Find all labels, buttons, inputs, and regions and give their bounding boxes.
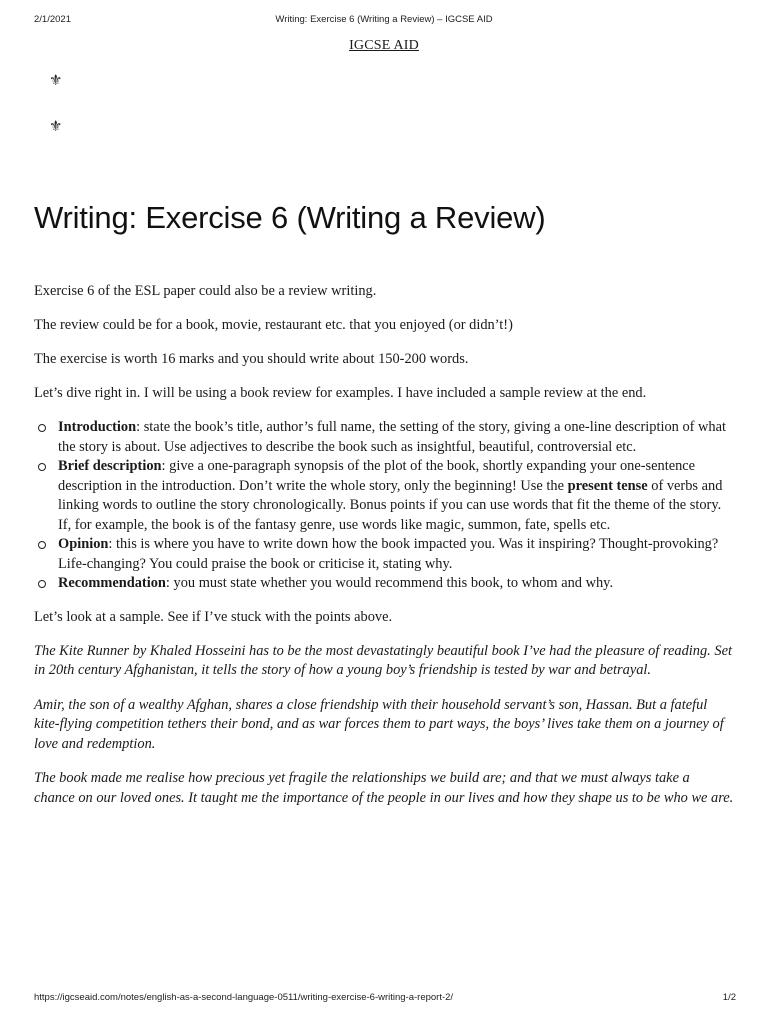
paragraph: The exercise is worth 16 marks and you should write about 150-200 words. [34, 351, 469, 367]
list-item [34, 535, 734, 574]
print-header [0, 14, 768, 28]
fleur-icon[interactable]: ⚜ [49, 71, 63, 89]
site-home-link[interactable]: IGCSE AID [349, 38, 419, 53]
print-footer [0, 992, 768, 1006]
page-title: Writing: Exercise 6 (Writing a Review) [34, 200, 546, 235]
list-term: Opinion [58, 536, 109, 552]
paragraph: Exercise 6 of the ESL paper could also be a review writing. [34, 283, 377, 299]
paragraph: Let’s look at a sample. See if I’ve stuck with the points above. [34, 608, 393, 625]
sample-paragraph: The Kite Runner by Khaled Hosseini has to be the most devastatingly beautiful book I’ve had the pleasure of reading. Set in 20th century Afghanistan, it tells the story of how a young boy’s friendship is tested by war and betrayal. [34, 642, 732, 678]
list-text: : you must state whether you would recommend this book, to whom and why. [165, 575, 614, 591]
site-name [0, 38, 768, 54]
print-date: 2/1/2021 [34, 14, 71, 25]
list-term: Introduction [58, 419, 137, 435]
print-page-number: 1/2 [722, 992, 736, 1003]
list-text: : this is where you have to write down how the book impacted you. Was it inspiring? Thought-provoking? Life-changing? You could praise the book or criticise it, stating why. [58, 536, 719, 572]
paragraph: Let’s dive right in. I will be using a book review for examples. I have included a sample review at the end. [34, 385, 647, 401]
sample-paragraph: Amir, the son of a wealthy Afghan, shares a close friendship with their household servant’s son, Hassan. But a fateful kite-flying competition tethers their bond, and as war forces them to part ways, the boys’ lives take them on a journey of love and redemption. [34, 696, 724, 752]
paragraph: The review could be for a book, movie, restaurant etc. that you enjoyed (or didn’t!) [34, 317, 513, 333]
fleur-icon[interactable]: ⚜ [49, 117, 63, 135]
article-body [34, 282, 734, 823]
print-url: https://igcseaid.com/notes/english-as-a-second-language-0511/writing-exercise-6-writing-a-report-2/ [34, 992, 454, 1003]
sample-paragraph: The book made me realise how precious yet fragile the relationships we build are; and that we must always take a chance on our loved ones. It taught me the importance of the people in our lives and how they shape us to be who we are. [34, 770, 734, 806]
list-item [34, 418, 734, 457]
list-text: of verbs and linking words to outline the story chronologically. Bonus points if you can use words that fit the theme of the story. If, for example, the book is of the fantasy genre, use words like magic, summon, fate, spells etc. [58, 477, 723, 533]
list-text: : state the book’s title, author’s full name, the setting of the story, giving a one-line description of what the story is about. Use adjectives to describe the book such as insightful, beautiful, controversial etc. [58, 419, 726, 455]
list-item [34, 457, 734, 535]
list-item [34, 574, 734, 594]
list-term: Brief description [58, 458, 162, 474]
list-text: : give a one-paragraph synopsis of the plot of the book, shortly expanding your one-sentence description in the introduction. Don’t write the whole story, only the beginning! Use the [58, 458, 696, 494]
list-emphasis: present tense [567, 477, 648, 494]
review-structure-list [34, 418, 734, 594]
print-title: Writing: Exercise 6 (Writing a Review) – IGCSE AID [275, 14, 493, 25]
list-term: Recommendation [58, 575, 166, 591]
